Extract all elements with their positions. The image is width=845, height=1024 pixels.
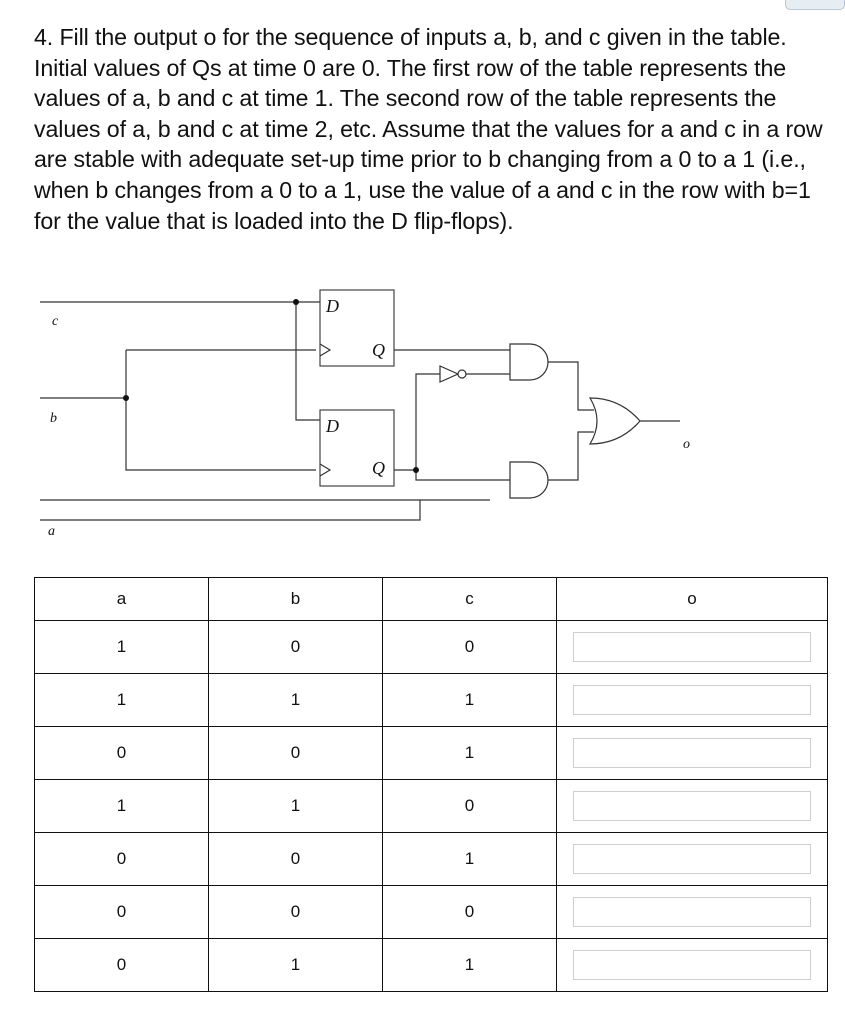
cell-o [557, 886, 828, 939]
or-gate [590, 398, 640, 444]
header-c: c [383, 578, 557, 621]
cell-c: 1 [383, 833, 557, 886]
cell-b: 1 [209, 780, 383, 833]
question-text: 4. Fill the output o for the sequence of inputs a, b, and c given in the table. Initial values of Qs at time 0 are 0. The first row of the table represents the values of a, b and c at time 1. The second row of the table represents the values of a, b and c at time 2, etc. Assume that the values for a and c in a row are stable with adequate set-up time prior to b changing from a 0 to a 1 (i.e., when b changes from a 0 to a 1, use the value of a and c in the row with b=1 for the value that is loaded into the D flip-flops). [34, 24, 823, 234]
ff2-d-label: D [326, 416, 339, 436]
cell-o [557, 833, 828, 886]
cell-a: 1 [35, 621, 209, 674]
output-input[interactable] [573, 632, 811, 662]
ff2-q-label: Q [372, 458, 385, 478]
cell-o [557, 621, 828, 674]
wire-and2-out [548, 432, 594, 480]
and-gate-2 [510, 462, 548, 498]
cell-b: 1 [209, 939, 383, 992]
cell-b: 1 [209, 674, 383, 727]
cell-a: 0 [35, 886, 209, 939]
wire-c-branch [296, 302, 320, 420]
table-row [35, 886, 828, 939]
cell-a: 1 [35, 674, 209, 727]
cell-b: 0 [209, 727, 383, 780]
corner-tab [785, 0, 845, 10]
cell-c: 1 [383, 727, 557, 780]
table-row [35, 780, 828, 833]
junction-b [123, 395, 129, 401]
table-header-row [35, 578, 828, 621]
wire-q2-to-not [416, 374, 440, 470]
output-input[interactable] [573, 685, 811, 715]
ff1-d-label: D [326, 296, 339, 316]
cell-a: 1 [35, 780, 209, 833]
input-c-label: c [52, 314, 59, 329]
cell-c: 0 [383, 621, 557, 674]
cell-c: 0 [383, 780, 557, 833]
not-gate-bubble [458, 370, 466, 378]
junction-c [293, 299, 299, 305]
cell-o [557, 674, 828, 727]
header-a: a [35, 578, 209, 621]
input-a-label: a [48, 524, 55, 539]
cell-b: 0 [209, 621, 383, 674]
output-input[interactable] [573, 791, 811, 821]
output-input[interactable] [573, 897, 811, 927]
table-row [35, 727, 828, 780]
ff1-q-label: Q [372, 340, 385, 360]
table-row [35, 621, 828, 674]
cell-a: 0 [35, 833, 209, 886]
cell-b: 0 [209, 886, 383, 939]
and-gate-1 [510, 344, 548, 380]
cell-c: 1 [383, 939, 557, 992]
junction-q2 [413, 467, 419, 473]
cell-a: 0 [35, 727, 209, 780]
output-input[interactable] [573, 950, 811, 980]
table-row [35, 939, 828, 992]
circuit-diagram [0, 280, 845, 570]
cell-c: 0 [383, 886, 557, 939]
cell-o [557, 780, 828, 833]
output-input[interactable] [573, 844, 811, 874]
cell-a: 0 [35, 939, 209, 992]
cell-c: 1 [383, 674, 557, 727]
cell-o [557, 939, 828, 992]
cell-o [557, 727, 828, 780]
table-row [35, 674, 828, 727]
output-o-label: o [683, 437, 690, 452]
not-gate [440, 366, 458, 382]
wire-q2-to-and2 [416, 470, 510, 480]
truth-table [34, 577, 828, 992]
cell-b: 0 [209, 833, 383, 886]
header-o: o [557, 578, 828, 621]
table-row [35, 833, 828, 886]
wire-b-clk2 [126, 350, 316, 470]
header-b: b [209, 578, 383, 621]
output-input[interactable] [573, 738, 811, 768]
wire-a [40, 500, 420, 520]
wire-and1-out [548, 362, 594, 410]
input-b-label: b [50, 411, 57, 426]
